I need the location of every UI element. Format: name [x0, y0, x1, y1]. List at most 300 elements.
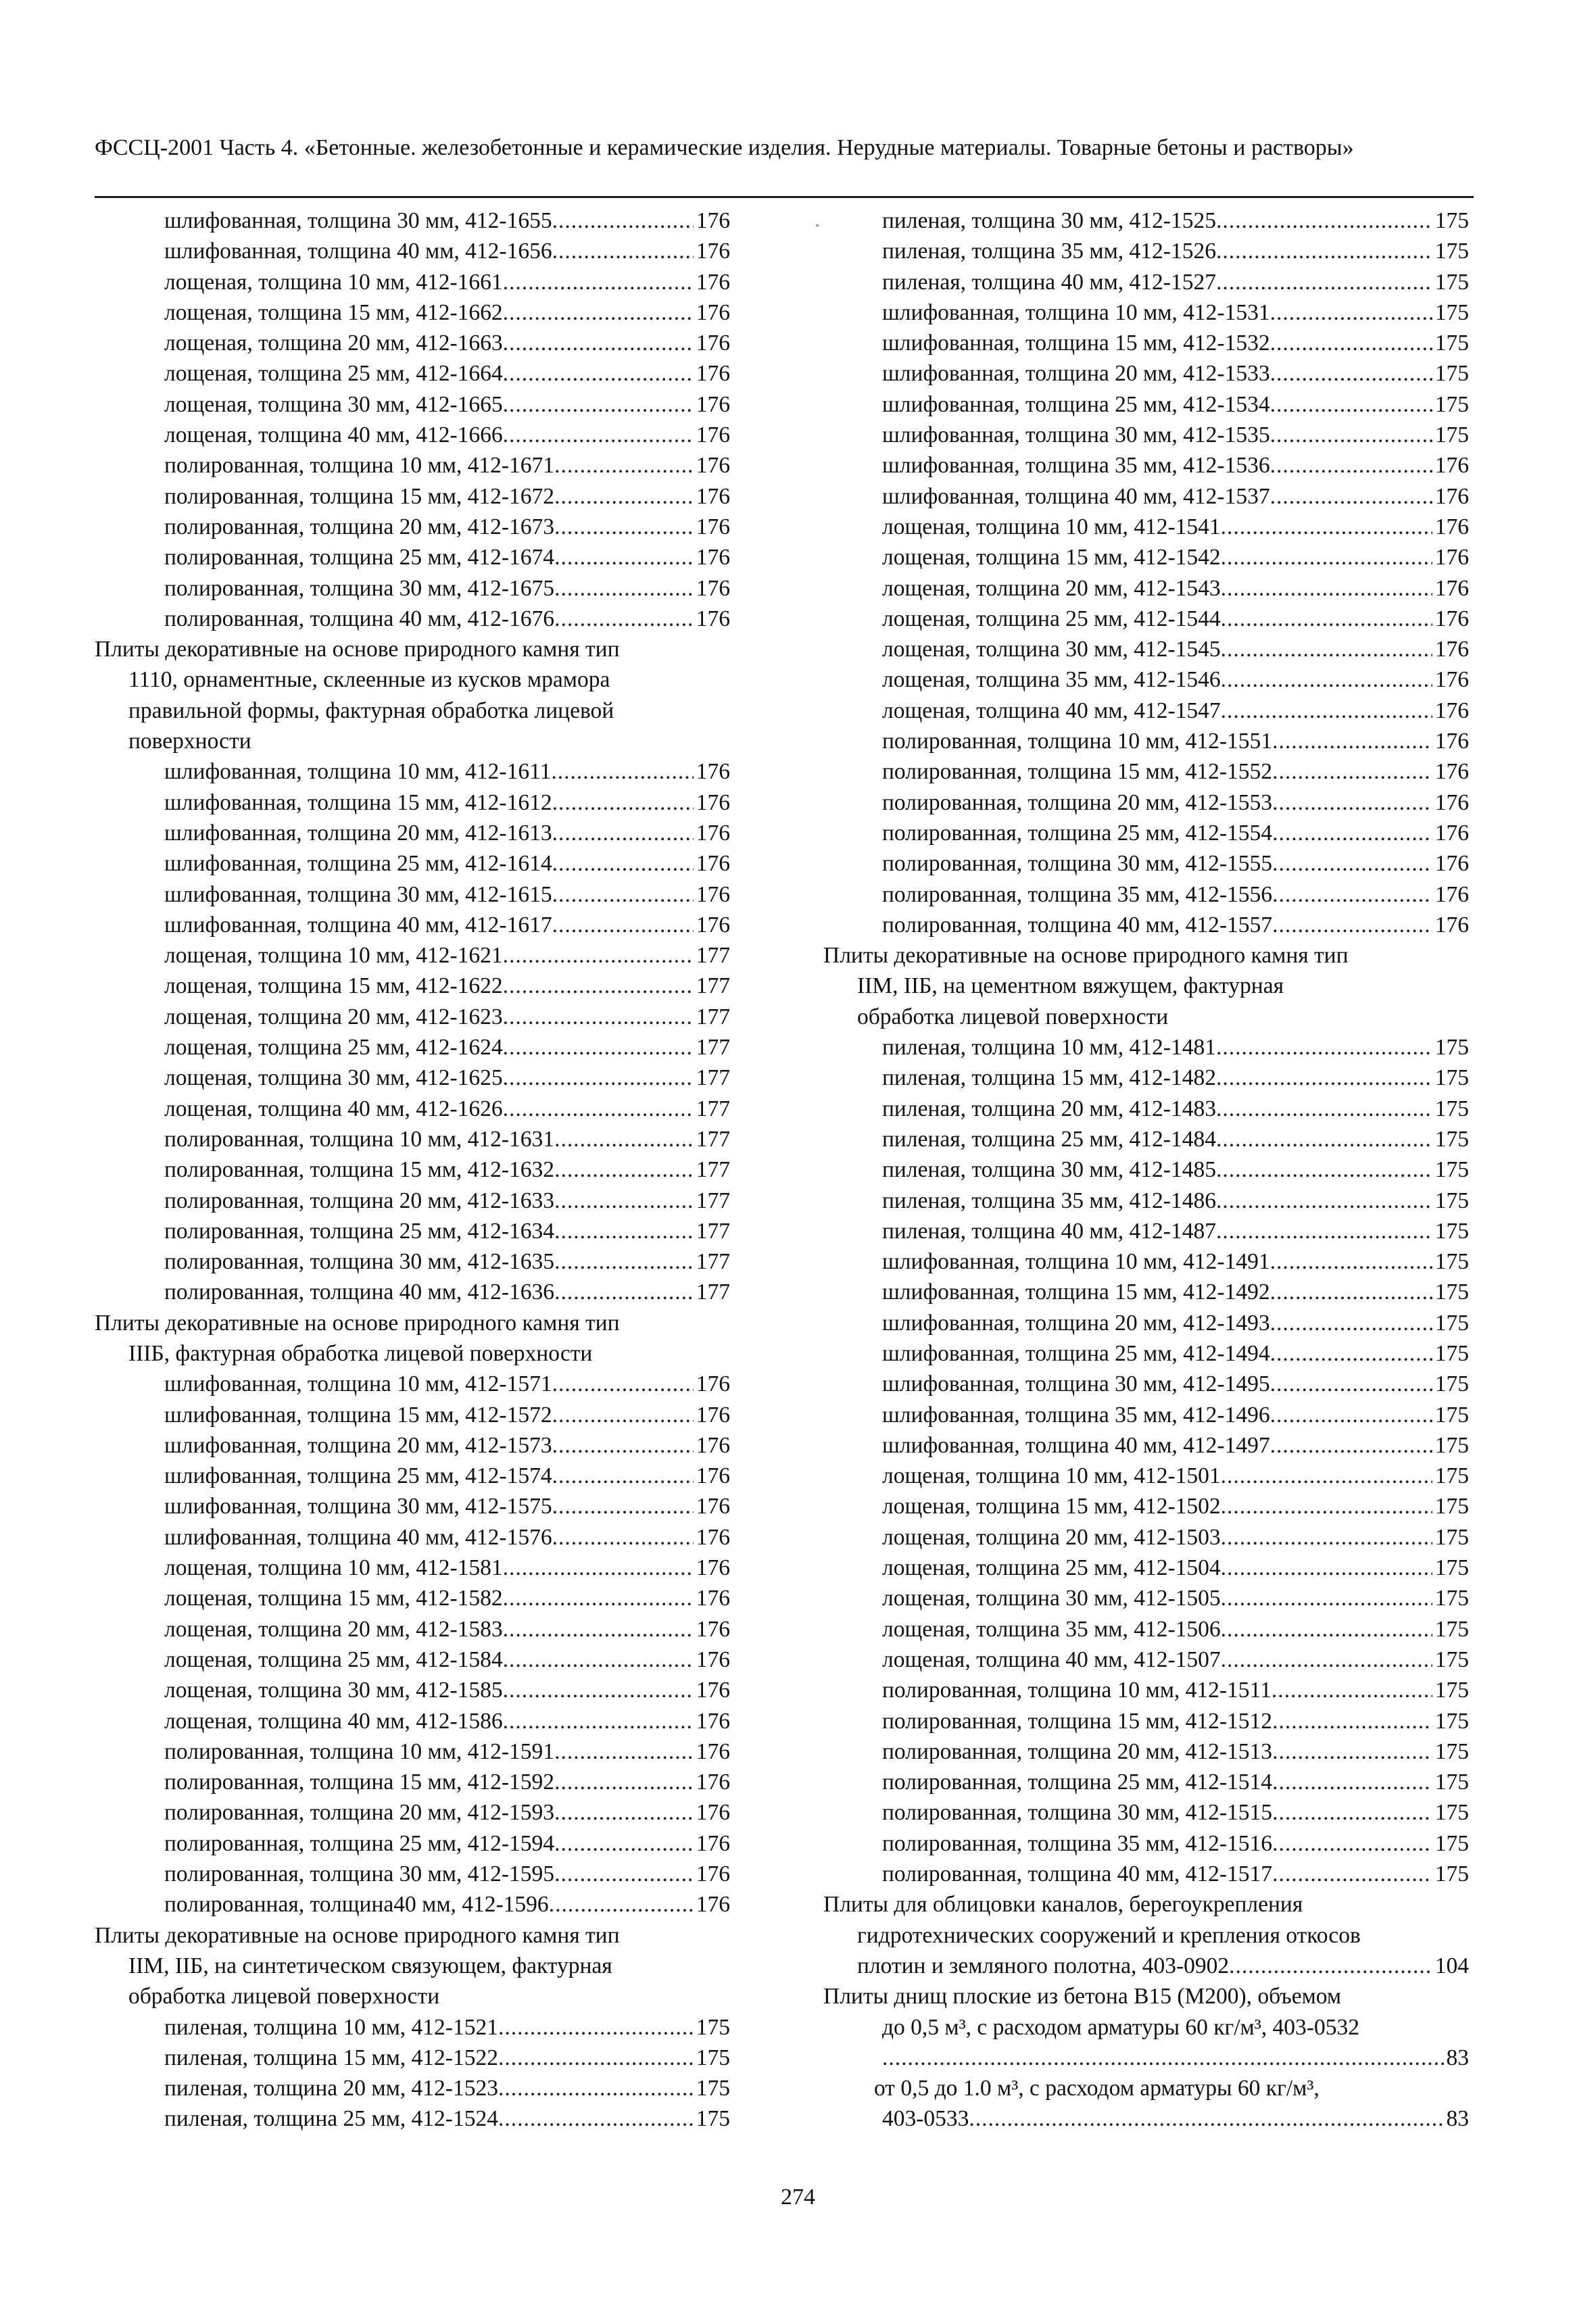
entry-page: 176	[696, 331, 730, 356]
index-entry	[823, 512, 1469, 542]
dot-leader	[554, 1186, 694, 1216]
entry-text: полированная, толщина 30 мм, 412-1555	[882, 851, 1273, 877]
entry-text: шлифованная, толщина 40 мм, 412-1497	[882, 1432, 1270, 1458]
entry-text: лощеная, толщина 20 мм, 412-1623	[164, 1004, 503, 1029]
entry-page: 175	[1434, 422, 1469, 448]
entry-text: лощеная, толщина 15 мм, 412-1542	[882, 545, 1221, 570]
entry-page: 176	[696, 1678, 730, 1703]
entry-page: 177	[696, 1188, 730, 1213]
entry-page: 177	[696, 1218, 730, 1244]
dot-leader	[1229, 1951, 1432, 1981]
index-entry	[823, 910, 1469, 940]
entry-text: шлифованная, толщина 30 мм, 412-1535	[882, 422, 1270, 448]
index-entry	[823, 542, 1469, 572]
index-entry	[95, 971, 730, 1001]
entry-text: лощеная, толщина 10 мм, 412-1541	[882, 514, 1221, 539]
dot-leader	[503, 1583, 694, 1613]
dot-leader	[552, 1522, 694, 1553]
index-entry	[823, 481, 1469, 512]
index-entry	[95, 1553, 730, 1583]
entry-text: лощеная, толщина 10 мм, 412-1661	[164, 269, 503, 295]
dot-leader	[1216, 267, 1432, 297]
dot-leader	[552, 848, 694, 879]
index-heading: 1110, орнаментные, склеенные из кусков мрамора	[128, 667, 610, 693]
index-entry	[823, 1706, 1469, 1736]
entry-text: лощеная, толщина 20 мм, 412-1583	[164, 1616, 503, 1642]
dot-leader	[1216, 1154, 1432, 1185]
index-entry	[823, 1430, 1469, 1461]
index-heading: Плиты декоративные на основе природного камня тип	[823, 943, 1349, 969]
entry-page: 175	[1434, 1402, 1469, 1428]
index-entry	[823, 1675, 1469, 1705]
index-entry	[95, 604, 730, 634]
dot-leader	[503, 1553, 694, 1583]
dot-leader	[503, 1063, 694, 1093]
dot-leader	[503, 1706, 694, 1736]
dot-leader	[1272, 1675, 1432, 1705]
index-entry	[95, 1736, 730, 1767]
entry-text: полированная, толщина 10 мм, 412-1511	[882, 1678, 1272, 1703]
entry-text: шлифованная, толщина 10 мм, 412-1531	[882, 299, 1270, 325]
entry-page: 176	[696, 1555, 730, 1581]
dot-leader	[503, 940, 694, 971]
index-entry	[823, 1094, 1469, 1124]
entry-page: 176	[1434, 881, 1469, 907]
dot-leader	[1272, 787, 1432, 818]
entry-text: шлифованная, толщина 30 мм, 412-1495	[882, 1371, 1270, 1397]
dot-leader	[552, 1400, 694, 1430]
index-entry	[95, 1154, 730, 1185]
entry-text: шлифованная, толщина 30 мм, 412-1615	[164, 881, 552, 907]
entry-text: полированная, толщина 15 мм, 412-1552	[882, 759, 1273, 785]
entry-text: пиленая, толщина 10 мм, 412-1521	[164, 2014, 498, 2040]
dot-leader	[503, 1032, 694, 1063]
entry-page: 175	[696, 2076, 730, 2101]
dot-leader	[1272, 1828, 1432, 1859]
dot-leader	[503, 328, 694, 358]
index-entry	[823, 1951, 1469, 1981]
dot-leader	[1270, 358, 1432, 389]
entry-page: 175	[1434, 1616, 1469, 1642]
dot-leader	[1216, 1094, 1432, 1124]
entry-page: 176	[1434, 483, 1469, 509]
entry-text: лощеная, толщина 40 мм, 412-1586	[164, 1708, 503, 1734]
index-entry	[823, 787, 1469, 818]
entry-page: 176	[696, 1861, 730, 1887]
entry-text: 403-0533	[882, 2106, 969, 2132]
dot-leader	[1270, 1338, 1432, 1369]
dot-leader	[1272, 910, 1432, 940]
entry-page: 176	[696, 789, 730, 815]
entry-text: лощеная, толщина 25 мм, 412-1544	[882, 606, 1221, 631]
dot-leader	[1216, 1124, 1432, 1154]
index-column-right	[823, 205, 1469, 2135]
dot-leader	[552, 879, 694, 910]
dot-leader	[1270, 1369, 1432, 1399]
index-entry	[95, 1124, 730, 1154]
entry-text: пиленая, толщина 40 мм, 412-1487	[882, 1218, 1216, 1244]
index-entry	[823, 1522, 1469, 1553]
index-heading: IIМ, IIБ, на цементном вяжущем, фактурная	[857, 973, 1284, 999]
entry-page: 176	[696, 299, 730, 325]
index-entry	[95, 328, 730, 358]
entry-text: пиленая, толщина 35 мм, 412-1526	[882, 239, 1216, 264]
index-entry	[823, 726, 1469, 756]
dot-leader	[552, 205, 694, 236]
entry-page: 176	[696, 269, 730, 295]
index-entry	[95, 1767, 730, 1797]
entry-text: полированная, толщина 20 мм, 412-1513	[882, 1738, 1273, 1764]
index-entry	[823, 573, 1469, 604]
dot-leader	[1216, 1063, 1432, 1093]
dot-leader	[1272, 1736, 1432, 1767]
entry-page: 176	[696, 483, 730, 509]
dot-leader	[554, 1277, 694, 1307]
entry-text: лощеная, толщина 40 мм, 412-1626	[164, 1096, 503, 1121]
index-entry	[823, 1828, 1469, 1859]
index-heading: IIIБ, фактурная обработка лицевой поверхности	[128, 1340, 593, 1366]
dot-leader	[1221, 634, 1432, 664]
entry-page: 176	[696, 1432, 730, 1458]
entry-text: шлифованная, толщина 40 мм, 412-1617	[164, 912, 552, 937]
index-entry	[95, 1859, 730, 1889]
dot-leader	[554, 1216, 694, 1246]
entry-page: 175	[696, 2106, 730, 2132]
entry-text: пиленая, толщина 30 мм, 412-1525	[882, 208, 1216, 233]
index-entry	[95, 542, 730, 572]
entry-text: полированная, толщина 15 мм, 412-1512	[882, 1708, 1273, 1734]
entry-page: 177	[696, 1096, 730, 1121]
index-entry	[823, 1553, 1469, 1583]
dot-leader	[1221, 604, 1432, 634]
index-entry	[823, 358, 1469, 389]
index-heading: обработка лицевой поверхности	[857, 1004, 1169, 1029]
index-entry	[823, 1186, 1469, 1216]
dot-leader	[552, 1369, 694, 1399]
index-entry	[95, 1461, 730, 1491]
index-entry	[823, 1154, 1469, 1185]
index-entry	[95, 1614, 730, 1644]
entry-text: полированная, толщина 20 мм, 412-1553	[882, 789, 1273, 815]
index-entry	[823, 1614, 1469, 1644]
entry-page: 175	[1434, 391, 1469, 417]
index-entry	[95, 420, 730, 450]
entry-page: 177	[696, 1035, 730, 1061]
index-entry	[823, 236, 1469, 266]
index-entry	[95, 358, 730, 389]
index-entry	[823, 818, 1469, 848]
entry-text: лощеная, толщина 10 мм, 412-1581	[164, 1555, 503, 1581]
entry-page: 83	[1446, 2045, 1469, 2070]
dot-leader	[1221, 573, 1432, 604]
entry-text: полированная, толщина 15 мм, 412-1672	[164, 483, 555, 509]
entry-page: 177	[696, 1280, 730, 1305]
index-entry	[95, 910, 730, 940]
entry-page: 176	[696, 1738, 730, 1764]
header-rule	[95, 196, 1474, 198]
entry-text: полированная, толщина 25 мм, 412-1554	[882, 820, 1273, 846]
index-entry	[95, 1277, 730, 1307]
index-heading: гидротехнических сооружений и крепления откосов	[857, 1922, 1361, 1948]
entry-page: 176	[696, 545, 730, 570]
entry-page: 175	[1434, 208, 1469, 233]
dot-leader	[554, 1154, 694, 1185]
dot-leader	[503, 267, 694, 297]
entry-page: 176	[696, 606, 730, 631]
entry-text: шлифованная, толщина 10 мм, 412-1571	[164, 1371, 552, 1397]
entry-page: 177	[696, 1157, 730, 1183]
dot-leader	[503, 971, 694, 1001]
entry-page: 176	[696, 1524, 730, 1550]
index-entry	[823, 450, 1469, 481]
running-header: ФССЦ-2001 Часть 4. «Бетонные. железобетонные и керамические изделия. Нерудные материалы. Товарные бетоны и растворы»	[95, 135, 1354, 160]
entry-text: шлифованная, толщина 10 мм, 412-1491	[882, 1249, 1270, 1275]
entry-text: лощеная, толщина 20 мм, 412-1663	[164, 331, 503, 356]
dot-leader	[1221, 512, 1432, 542]
dot-leader	[1270, 1430, 1432, 1461]
index-heading: Плиты декоративные на основе природного камня тип	[95, 1922, 620, 1948]
index-entry	[95, 1583, 730, 1613]
entry-text: пиленая, толщина 30 мм, 412-1485	[882, 1157, 1216, 1183]
entry-page: 175	[1434, 1800, 1469, 1826]
entry-page: 175	[1434, 1157, 1469, 1183]
dot-leader	[969, 2103, 1443, 2134]
dot-leader	[549, 1889, 694, 1920]
entry-text: полированная, толщина 30 мм, 412-1635	[164, 1249, 555, 1275]
dot-leader	[1270, 328, 1432, 358]
entry-page: 104	[1434, 1953, 1469, 1978]
entry-page: 176	[696, 1892, 730, 1918]
index-entry	[823, 1400, 1469, 1430]
entry-text: шлифованная, толщина 25 мм, 412-1574	[164, 1463, 552, 1489]
entry-text: шлифованная, толщина 35 мм, 412-1496	[882, 1402, 1270, 1428]
dot-leader	[1221, 664, 1432, 695]
index-entry	[95, 1675, 730, 1705]
dot-leader	[503, 1675, 694, 1705]
index-entry	[823, 879, 1469, 910]
index-entry	[95, 267, 730, 297]
entry-text: шлифованная, толщина 20 мм, 412-1493	[882, 1310, 1270, 1336]
entry-page: 175	[1434, 361, 1469, 387]
dot-leader	[1270, 1308, 1432, 1338]
dot-leader	[1270, 297, 1432, 328]
index-entry	[95, 1889, 730, 1920]
entry-text: шлифованная, толщина 40 мм, 412-1576	[164, 1524, 552, 1550]
entry-page: 177	[696, 1249, 730, 1275]
entry-text: лощеная, толщина 30 мм, 412-1545	[882, 637, 1221, 662]
dot-leader	[552, 1430, 694, 1461]
entry-page: 175	[696, 2045, 730, 2070]
entry-page: 175	[1434, 1310, 1469, 1336]
entry-text: полированная, толщина 20 мм, 412-1673	[164, 514, 555, 539]
index-entry	[823, 696, 1469, 726]
index-entry	[95, 297, 730, 328]
dot-leader	[503, 297, 694, 328]
dot-leader	[1272, 1706, 1432, 1736]
entry-text: лощеная, толщина 20 мм, 412-1543	[882, 575, 1221, 601]
dot-leader	[1221, 696, 1432, 726]
entry-text: шлифованная, толщина 10 мм, 412-1611	[164, 759, 552, 785]
dot-leader	[1270, 420, 1432, 450]
index-entry	[823, 1767, 1469, 1797]
entry-page: 177	[696, 1004, 730, 1029]
index-entry	[95, 1828, 730, 1859]
index-entry	[95, 1186, 730, 1216]
entry-page: 175	[1434, 1371, 1469, 1397]
dot-leader	[503, 1094, 694, 1124]
entry-page: 175	[1434, 1218, 1469, 1244]
entry-page: 176	[1434, 637, 1469, 662]
dot-leader	[552, 818, 694, 848]
dot-leader	[1221, 1583, 1432, 1613]
entry-page: 176	[696, 851, 730, 877]
dot-leader	[1272, 726, 1432, 756]
index-entry	[95, 573, 730, 604]
dot-leader	[1216, 1216, 1432, 1246]
entry-page: 175	[1434, 1586, 1469, 1611]
entry-page: 177	[696, 1065, 730, 1091]
index-entry	[95, 940, 730, 971]
scan-speck	[816, 224, 819, 226]
dot-leader	[554, 1797, 694, 1828]
entry-text: лощеная, толщина 40 мм, 412-1507	[882, 1647, 1221, 1672]
entry-page: 176	[696, 391, 730, 417]
entry-page: 175	[1434, 1708, 1469, 1734]
dot-leader	[552, 910, 694, 940]
entry-page: 175	[1434, 1249, 1469, 1275]
entry-page: 175	[1434, 239, 1469, 264]
index-entry	[823, 848, 1469, 879]
entry-text: шлифованная, толщина 15 мм, 412-1572	[164, 1402, 552, 1428]
entry-page: 176	[696, 1371, 730, 1397]
dot-leader	[1221, 1461, 1432, 1491]
dot-leader	[554, 512, 694, 542]
index-entry	[95, 2043, 730, 2073]
entry-text: полированная, толщина 30 мм, 412-1515	[882, 1800, 1273, 1826]
dot-leader	[551, 756, 693, 787]
entry-page: 176	[696, 208, 730, 233]
entry-page: 176	[696, 1616, 730, 1642]
entry-page: 175	[1434, 1678, 1469, 1703]
entry-page: 83	[1446, 2106, 1469, 2132]
index-entry	[823, 1216, 1469, 1246]
dot-leader	[554, 1736, 694, 1767]
page-number: 274	[781, 2185, 815, 2210]
entry-page: 176	[696, 1402, 730, 1428]
entry-text: полированная, толщина 40 мм, 412-1636	[164, 1280, 555, 1305]
entry-page: 176	[1434, 575, 1469, 601]
entry-page: 176	[1434, 545, 1469, 570]
entry-text: шлифованная, толщина 40 мм, 412-1656	[164, 239, 552, 264]
index-entry	[95, 1002, 730, 1032]
index-entry	[95, 1797, 730, 1828]
index-entry	[95, 848, 730, 879]
entry-page: 175	[1434, 1830, 1469, 1856]
entry-text: полированная, толщина 35 мм, 412-1516	[882, 1830, 1273, 1856]
entry-text: лощеная, толщина 30 мм, 412-1665	[164, 391, 503, 417]
index-entry	[823, 1063, 1469, 1093]
entry-page: 175	[1434, 1463, 1469, 1489]
entry-text: лощеная, толщина 40 мм, 412-1666	[164, 422, 503, 448]
entry-page: 175	[1434, 1432, 1469, 1458]
index-entry	[823, 1797, 1469, 1828]
entry-text: полированная, толщина 25 мм, 412-1674	[164, 545, 555, 570]
index-entry	[823, 664, 1469, 695]
index-entry	[823, 756, 1469, 787]
entry-text: полированная, толщина 20 мм, 412-1633	[164, 1188, 555, 1213]
entry-text: шлифованная, толщина 20 мм, 412-1573	[164, 1432, 552, 1458]
entry-text: лощеная, толщина 30 мм, 412-1505	[882, 1586, 1221, 1611]
dot-leader	[1221, 1614, 1432, 1644]
dot-leader	[552, 1461, 694, 1491]
dot-leader	[554, 1859, 694, 1889]
dot-leader	[1270, 389, 1432, 420]
entry-text: полированная, толщина 40 мм, 412-1517	[882, 1861, 1273, 1887]
dot-leader	[1272, 818, 1432, 848]
index-entry	[823, 328, 1469, 358]
entry-page: 175	[1434, 1524, 1469, 1550]
index-entry	[823, 1369, 1469, 1399]
entry-text: шлифованная, толщина 40 мм, 412-1537	[882, 483, 1270, 509]
entry-page: 176	[1434, 514, 1469, 539]
dot-leader	[1270, 1277, 1432, 1307]
dot-leader	[1221, 1644, 1432, 1675]
dot-leader	[1216, 205, 1432, 236]
dot-leader	[1221, 1553, 1432, 1583]
entry-page: 176	[696, 1647, 730, 1672]
dot-leader	[1216, 236, 1432, 266]
dot-leader	[1270, 1400, 1432, 1430]
entry-page: 175	[1434, 1738, 1469, 1764]
entry-text: полированная, толщина 40 мм, 412-1676	[164, 606, 555, 631]
entry-text: лощеная, толщина 25 мм, 412-1664	[164, 361, 503, 387]
entry-text: полированная, толщина 15 мм, 412-1632	[164, 1157, 555, 1183]
index-entry	[95, 756, 730, 787]
dot-leader	[1272, 1797, 1432, 1828]
entry-text: полированная, толщина 10 мм, 412-1591	[164, 1738, 555, 1764]
entry-page: 176	[1434, 698, 1469, 723]
entry-page: 176	[696, 239, 730, 264]
entry-text: шлифованная, толщина 15 мм, 412-1492	[882, 1280, 1270, 1305]
dot-leader	[1221, 1491, 1432, 1521]
index-entry	[95, 236, 730, 266]
index-entry	[823, 1583, 1469, 1613]
entry-page: 175	[1434, 1555, 1469, 1581]
index-entry	[823, 1124, 1469, 1154]
entry-page: 175	[1434, 1494, 1469, 1519]
entry-page: 175	[1434, 1861, 1469, 1887]
entry-text: пиленая, толщина 25 мм, 412-1484	[882, 1126, 1216, 1152]
index-entry	[95, 389, 730, 420]
index-heading: Плиты днищ плоские из бетона В15 (М200), объемом	[823, 1984, 1342, 2009]
index-entry	[95, 512, 730, 542]
dot-leader	[1272, 1859, 1432, 1889]
entry-text: лощеная, толщина 10 мм, 412-1501	[882, 1463, 1221, 1489]
entry-text: полированная, толщина 35 мм, 412-1556	[882, 881, 1273, 907]
entry-text: полированная, толщина 40 мм, 412-1557	[882, 912, 1273, 937]
entry-page: 176	[1434, 820, 1469, 846]
dot-leader	[1272, 879, 1432, 910]
entry-text: полированная, толщина40 мм, 412-1596	[164, 1892, 549, 1918]
entry-text: шлифованная, толщина 35 мм, 412-1536	[882, 453, 1270, 479]
entry-page: 176	[696, 1586, 730, 1611]
entry-page: 177	[696, 1126, 730, 1152]
index-entry	[95, 2103, 730, 2134]
dot-leader	[1221, 542, 1432, 572]
entry-page: 176	[696, 1494, 730, 1519]
dot-leader	[503, 1002, 694, 1032]
entry-page: 176	[696, 361, 730, 387]
